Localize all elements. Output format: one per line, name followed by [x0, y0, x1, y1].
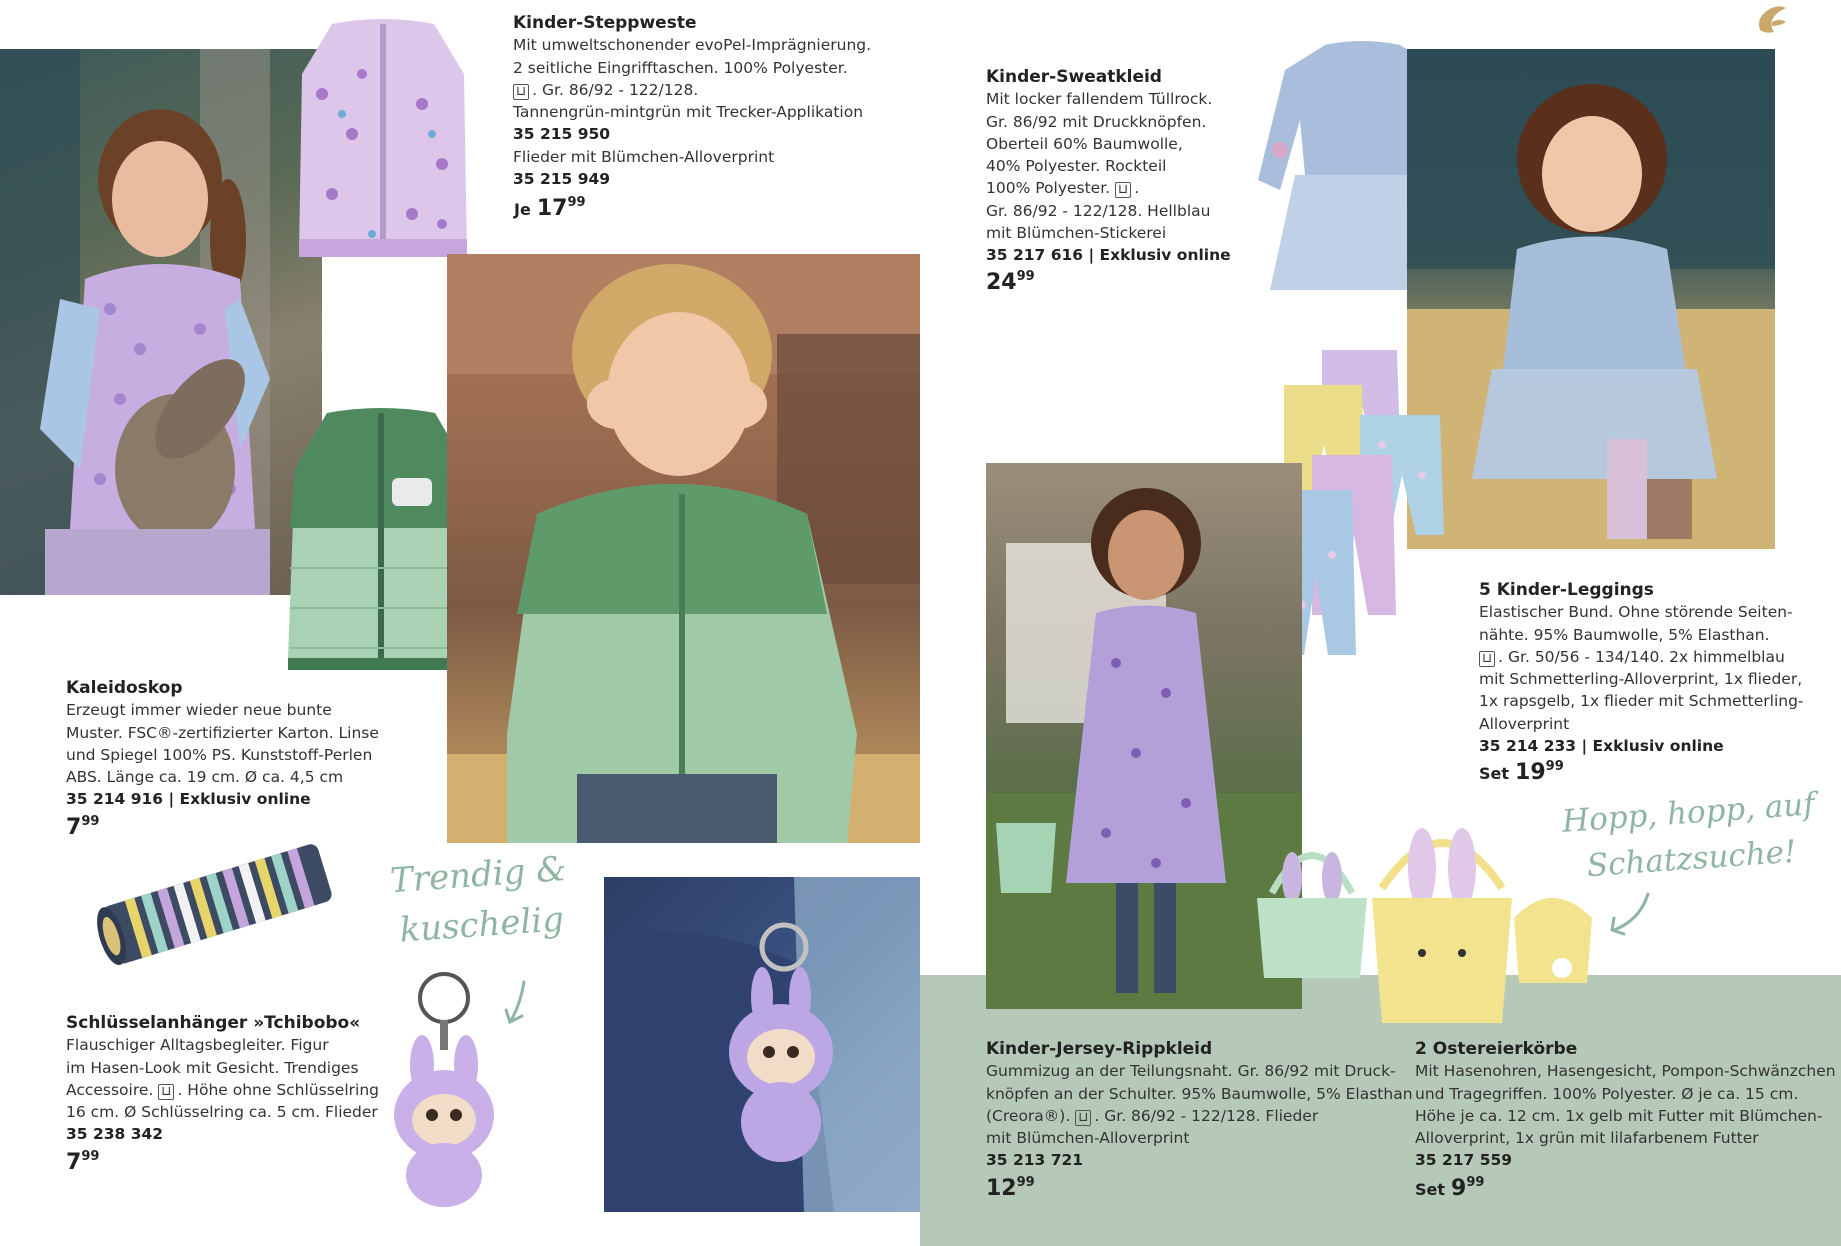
product-desc-line: Höhe je ca. 12 cm. 1x gelb mit Futter mit Blümchen- [1415, 1106, 1823, 1125]
product-desc-line: Accessoire. [66, 1080, 154, 1099]
price-cents: 99 [1545, 758, 1564, 774]
price-koerbe [1415, 1176, 1484, 1201]
article-number: 35 238 342 [66, 1125, 164, 1144]
wash-care-icon: ⊔ [158, 1084, 174, 1100]
photo-boy-green-vest [447, 254, 920, 843]
article-number: 35 213 721 [986, 1151, 1084, 1170]
photo-bag-keychain [604, 877, 920, 1212]
script-hopp-line2: Schatzsuche! [1585, 833, 1798, 885]
product-desc-line: Alloverprint, 1x grün mit lilafarbenem Futter [1415, 1129, 1759, 1148]
product-desc-line: mit Schmetterling-Alloverprint, 1x flieder, [1479, 670, 1803, 689]
product-title: Kinder-Jersey-Rippkleid [986, 1039, 1213, 1059]
price-cents: 99 [1016, 268, 1035, 284]
product-desc-line: Oberteil 60% Baumwolle, [986, 134, 1183, 153]
price-kaleidoskop [66, 815, 99, 840]
product-desc-line: ABS. Länge ca. 19 cm. Ø ca. 4,5 cm [66, 768, 344, 787]
text-block-kaleidoskop [66, 677, 386, 811]
product-title: 2 Ostereierkörbe [1415, 1039, 1578, 1059]
text-block-sweatkleid: Kinder-Sweatkleid Mit locker fallendem Tüllrock. Gr. 86/92 mit Druckknöpfen. Oberteil 60% Baumwolle, 40% Polyester. Rockteil 100% Polyester. ⊔ . Gr. 86/92 - 122/128. Hellblau mit Blümchen-Stickerei 35 217 616 | Exklusiv online [986, 66, 1246, 267]
product-desc-line: . Gr. 50/56 - 134/140. 2x himmelblau [1498, 647, 1785, 666]
product-desc-line: 1x rapsgelb, 1x flieder mit Schmetterling- [1479, 692, 1804, 711]
product-desc-line: . Höhe ohne Schlüsselring [177, 1080, 379, 1099]
arrow-down-icon [500, 980, 536, 1028]
price-steppweste [514, 196, 586, 221]
product-desc-line: Elastischer Bund. Ohne störende Seiten- [1479, 603, 1793, 622]
price-main: 7 [66, 1150, 82, 1175]
wash-care-icon: ⊔ [1075, 1110, 1091, 1126]
product-desc-line: Mit locker fallendem Tüllrock. [986, 90, 1213, 109]
article-number: 35 214 233 | Exklusiv online [1479, 737, 1724, 756]
product-desc-line: Gr. 86/92 - 122/128. Hellblau [986, 201, 1211, 220]
product-desc-line: mit Blümchen-Stickerei [986, 224, 1167, 243]
arrow-down-left-icon [1604, 890, 1654, 938]
product-title: Kinder-Sweatkleid [986, 67, 1162, 87]
tchibo-logo-icon [1752, 0, 1792, 38]
price-main: 19 [1515, 760, 1546, 785]
price-rippkleid [986, 1176, 1035, 1201]
price-main: 7 [66, 815, 82, 840]
product-desc-line: Gummizug an der Teilungsnaht. Gr. 86/92 mit Druck- [986, 1062, 1396, 1081]
price-prefix: Set [1415, 1180, 1446, 1199]
price-anhaenger [66, 1150, 99, 1175]
text-block-leggings [1479, 579, 1824, 757]
product-desc-line: im Hasen-Look mit Gesicht. Trendiges [66, 1058, 359, 1077]
price-main: 12 [986, 1176, 1017, 1201]
product-easter-baskets [1252, 808, 1600, 1028]
wash-care-icon: ⊔ [1479, 651, 1495, 667]
product-desc-line: . Gr. 86/92 - 122/128. Flieder [1094, 1106, 1319, 1125]
product-kaleidoscope [84, 830, 342, 975]
product-desc-line: Flieder mit Blümchen-Alloverprint [513, 147, 775, 166]
product-title: 5 Kinder-Leggings [1479, 580, 1654, 600]
product-desc-line: Mit umweltschonender evoPel-Imprägnierung. [513, 36, 872, 55]
script-hopp-line1: Hopp, hopp, auf [1560, 786, 1816, 840]
product-desc-line: (Creora®). [986, 1106, 1071, 1125]
price-cents: 99 [1466, 1174, 1485, 1190]
article-number: 35 214 916 | Exklusiv online [66, 790, 311, 809]
text-block-rippkleid [986, 1038, 1413, 1172]
product-title: Kinder-Steppweste [513, 13, 697, 33]
script-trendig-line2: kuschelig [398, 899, 566, 951]
product-desc-line: Mit Hasenohren, Hasengesicht, Pompon-Schwänzchen [1415, 1062, 1836, 1081]
script-trendig-line1: Trendig & [388, 848, 568, 902]
product-desc-line: 16 cm. Ø Schlüsselring ca. 5 cm. Flieder [66, 1103, 378, 1122]
product-desc-line: Erzeugt immer wieder neue bunte [66, 701, 332, 720]
price-prefix: Je [514, 200, 531, 219]
article-number: 35 215 950 [513, 125, 611, 144]
product-desc-line: Tannengrün-mintgrün mit Trecker-Applikation [513, 103, 864, 122]
product-desc-line: . Gr. 86/92 - 122/128. [532, 80, 699, 99]
product-desc-line: Gr. 86/92 mit Druckknöpfen. [986, 112, 1207, 131]
text-block-steppweste [513, 12, 883, 190]
script-hopp-schatzsuche [1557, 781, 1823, 891]
product-keychain [382, 970, 502, 1212]
text-block-koerbe [1415, 1038, 1835, 1172]
product-desc-line: Alloverprint [1479, 714, 1570, 733]
price-main: 24 [986, 270, 1017, 295]
wash-care-icon: ⊔ [1115, 182, 1131, 198]
price-cents: 99 [1016, 1174, 1035, 1190]
price-cents: 99 [81, 813, 100, 829]
price-main: 17 [536, 196, 568, 221]
product-desc-line: 40% Polyester. Rockteil [986, 157, 1167, 176]
product-vest-floral [292, 14, 474, 264]
product-desc-line: mit Blümchen-Alloverprint [986, 1129, 1190, 1148]
product-desc-line: 2 seitliche Eingrifftaschen. 100% Polyester. [513, 58, 848, 77]
price-leggings [1479, 760, 1564, 785]
product-title: Kaleidoskop [66, 678, 183, 698]
product-title: Schlüsselanhänger »Tchibobo« [66, 1013, 361, 1033]
article-number: 35 217 616 | Exklusiv online [986, 246, 1231, 265]
price-cents: 99 [567, 194, 586, 210]
product-desc-line: 100% Polyester. [986, 179, 1111, 198]
product-desc-line: Flauschiger Alltagsbegleiter. Figur [66, 1036, 329, 1055]
text-block-anhaenger [66, 1012, 396, 1146]
product-desc-line: Muster. FSC®-zertifizierter Karton. Linse [66, 723, 379, 742]
price-cents: 99 [81, 1148, 100, 1164]
wash-care-icon: ⊔ [513, 84, 529, 100]
photo-girl-with-bunny [0, 49, 322, 595]
script-trendig-kuschelig [367, 842, 593, 957]
price-sweatkleid [986, 270, 1035, 295]
product-desc-line: und Spiegel 100% PS. Kunststoff-Perlen [66, 745, 373, 764]
article-number: 35 217 559 [1415, 1151, 1513, 1170]
product-desc-line: knöpfen an der Schulter. 95% Baumwolle, 5% Elasthan [986, 1084, 1413, 1103]
product-desc-line: und Tragegriffen. 100% Polyester. Ø je ca. 15 cm. [1415, 1084, 1799, 1103]
article-number: 35 215 949 [513, 170, 611, 189]
price-prefix: Set [1479, 764, 1510, 783]
price-main: 9 [1451, 1176, 1467, 1201]
product-desc-line: nähte. 95% Baumwolle, 5% Elasthan. [1479, 625, 1770, 644]
